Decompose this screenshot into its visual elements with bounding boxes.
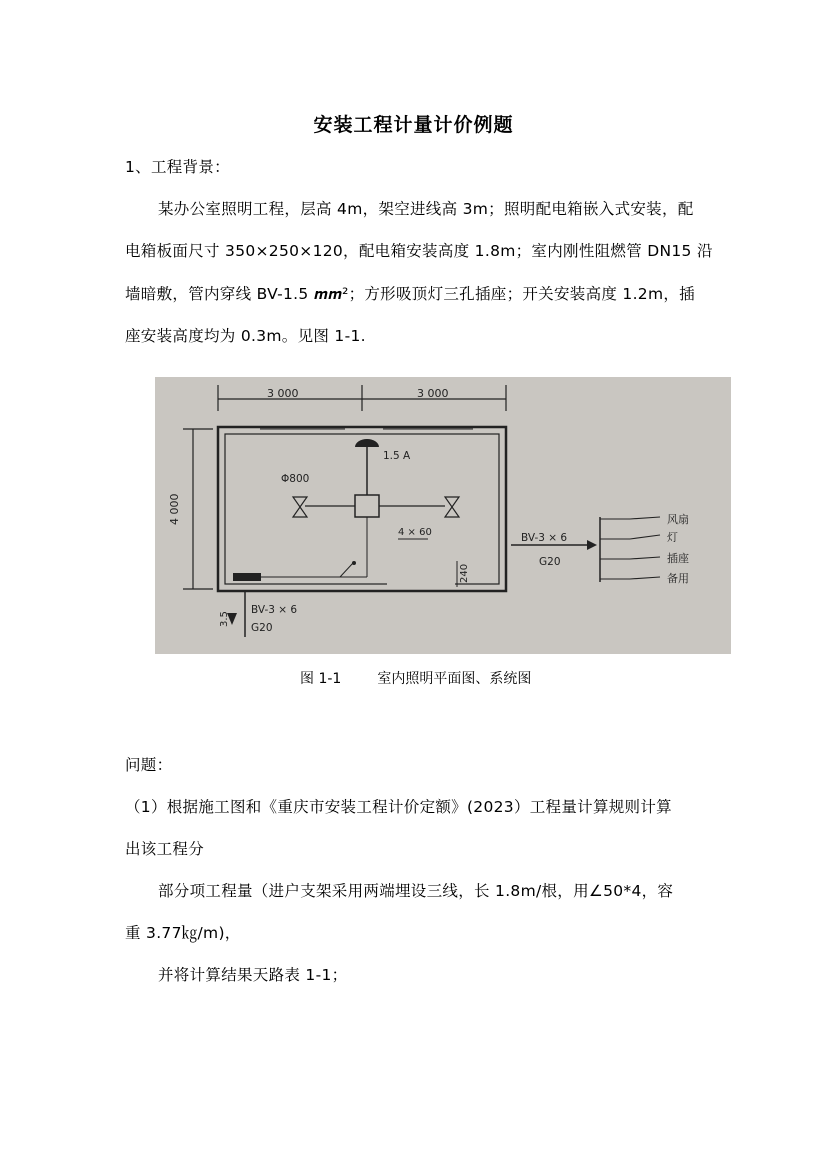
- question-line: 出该工程分: [125, 840, 205, 858]
- circuit-label: 插座: [667, 552, 689, 565]
- question-line: 重 3.77㎏/m)，: [125, 924, 241, 942]
- entry-conduit-label: G20: [251, 622, 273, 634]
- circuit-label: 备用: [667, 572, 689, 585]
- question-line: 并将计算结果天路表 1-1；: [158, 966, 348, 984]
- paragraph-line: 电箱板面尺寸 350×250×120，配电箱安装高度 1.8m；室内刚性阻燃管 DN15 沿: [125, 242, 713, 260]
- breaker-label: 1.5 A: [383, 450, 411, 462]
- dim-240-label: 240: [459, 563, 470, 583]
- paragraph-line: 某办公室照明工程，层高 4m，架空进线高 3m；照明配电箱嵌入式安装，配: [158, 200, 694, 218]
- caption-number: 图 1-1: [300, 671, 342, 687]
- dim-right-label: 3 000: [417, 387, 449, 400]
- system-cable-label: BV-3 × 6: [521, 532, 568, 544]
- paragraph-line: 墙暗敷，管内穿线 BV-1.5 𝒎𝒎²；方形吸顶灯三孔插座；开关安装高度 1.2m，插: [125, 285, 695, 303]
- circuit-label: 灯: [667, 531, 678, 544]
- paragraph-line: 座安装高度均为 0.3m。见图 1-1.: [125, 327, 366, 345]
- document-title: 安装工程计量计价例题: [313, 114, 514, 136]
- question-line: 部分项工程量（进户支架采用两端埋设三线，长 1.8m/根，用∠50*4，容: [158, 882, 674, 900]
- circuit-label: 风扇: [667, 513, 689, 526]
- caption-text: 室内照明平面图、系统图: [377, 671, 532, 687]
- lamp-label: 4 × 60: [398, 527, 432, 538]
- entry-cable-label: BV-3 × 6: [251, 604, 298, 616]
- dim-height-label: 4 000: [168, 493, 181, 525]
- dim-left-label: 3 000: [267, 387, 299, 400]
- section-heading: 1、工程背景：: [125, 158, 230, 176]
- question-line: （1）根据施工图和《重庆市安装工程计价定额》(2023）工程量计算规则计算: [125, 798, 672, 816]
- question-heading: 问题：: [125, 756, 173, 774]
- entry-height-label: 3.5: [219, 611, 230, 627]
- lighting-plan-figure: [155, 377, 731, 654]
- fan-label: Φ800: [281, 473, 310, 485]
- figure-caption: [300, 668, 531, 688]
- system-conduit-label: G20: [539, 556, 561, 568]
